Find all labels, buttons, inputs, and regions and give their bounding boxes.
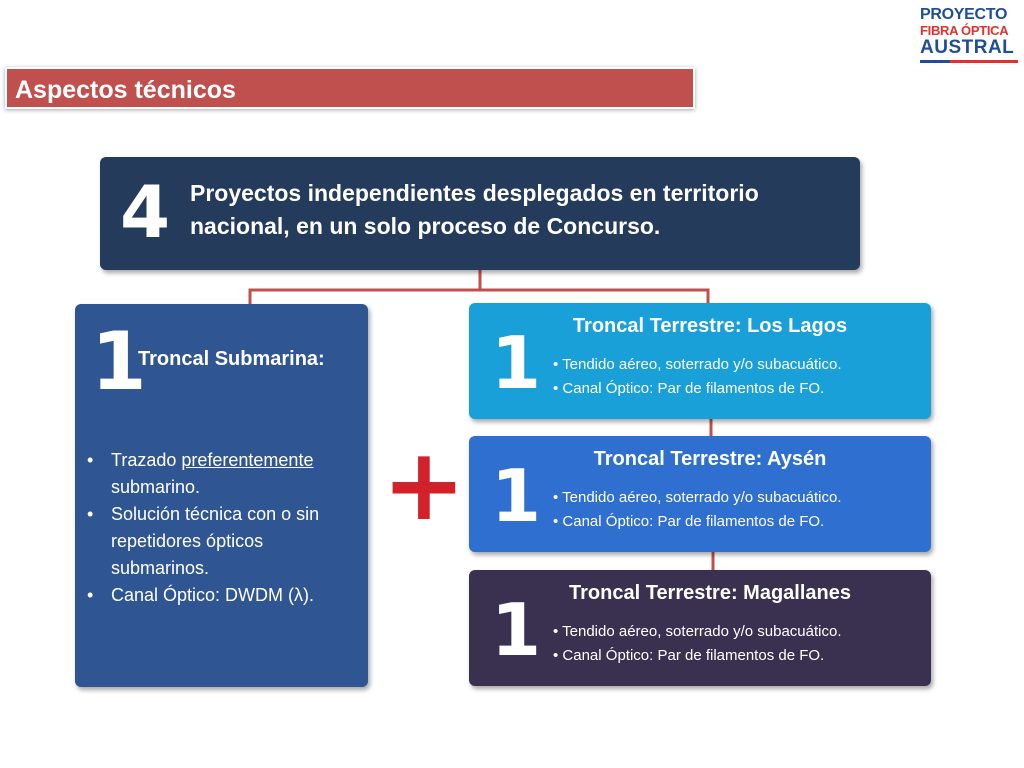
connector-branch [250, 290, 708, 304]
submarine-box [75, 304, 368, 687]
section-title: Aspectos técnicos [5, 67, 695, 109]
submarine-bullet-2: • Solución técnica con o sin repetidores ópticos submarinos. [111, 501, 361, 582]
bullet-1-pre: Trazado [111, 450, 182, 470]
bullet-1-underline: preferentemente [181, 450, 314, 470]
submarine-number: 1 [91, 315, 147, 408]
magallanes-number: 1 [491, 588, 542, 672]
los-lagos-box [469, 303, 931, 419]
los-lagos-details [553, 353, 842, 401]
magallanes-line-1: • Tendido aéreo, soterrado y/o subacuático. [553, 623, 842, 640]
aysen-title: Troncal Terrestre: Aysén [593, 448, 827, 470]
summary-number: 4 [120, 170, 171, 254]
summary-box [100, 157, 860, 270]
los-lagos-line-2: • Canal Óptico: Par de filamentos de FO. [553, 380, 825, 397]
magallanes-box [469, 570, 931, 686]
los-lagos-number: 1 [491, 321, 542, 405]
plus-icon: + [382, 426, 466, 543]
submarine-bullets [111, 447, 361, 609]
logo-title-1: PROYECTO [920, 6, 1008, 23]
summary-text: Proyectos independientes desplegados en territorio nacional, en un solo proceso de Concurso. [190, 180, 759, 239]
aysen-box [469, 436, 931, 552]
aysen-details [553, 486, 842, 534]
magallanes-line-2: • Canal Óptico: Par de filamentos de FO. [553, 647, 825, 664]
submarine-title: Troncal Submarina: [138, 348, 325, 370]
magallanes-details [553, 620, 842, 668]
aysen-number: 1 [491, 454, 542, 538]
logo-title-3: AUSTRAL [920, 37, 1015, 58]
submarine-bullet-3: • Canal Óptico: DWDM (λ). [111, 582, 361, 609]
logo-title-2: FIBRA ÓPTICA [920, 23, 1009, 38]
los-lagos-title: Troncal Terrestre: Los Lagos [572, 315, 848, 337]
los-lagos-line-1: • Tendido aéreo, soterrado y/o subacuático. [553, 356, 842, 373]
bullet-1-post: submarino. [111, 477, 201, 497]
aysen-line-1: • Tendido aéreo, soterrado y/o subacuático. [553, 489, 842, 506]
submarine-bullet-1 [111, 447, 361, 501]
aysen-line-2: • Canal Óptico: Par de filamentos de FO. [553, 513, 825, 530]
magallanes-title: Troncal Terrestre: Magallanes [569, 582, 851, 604]
